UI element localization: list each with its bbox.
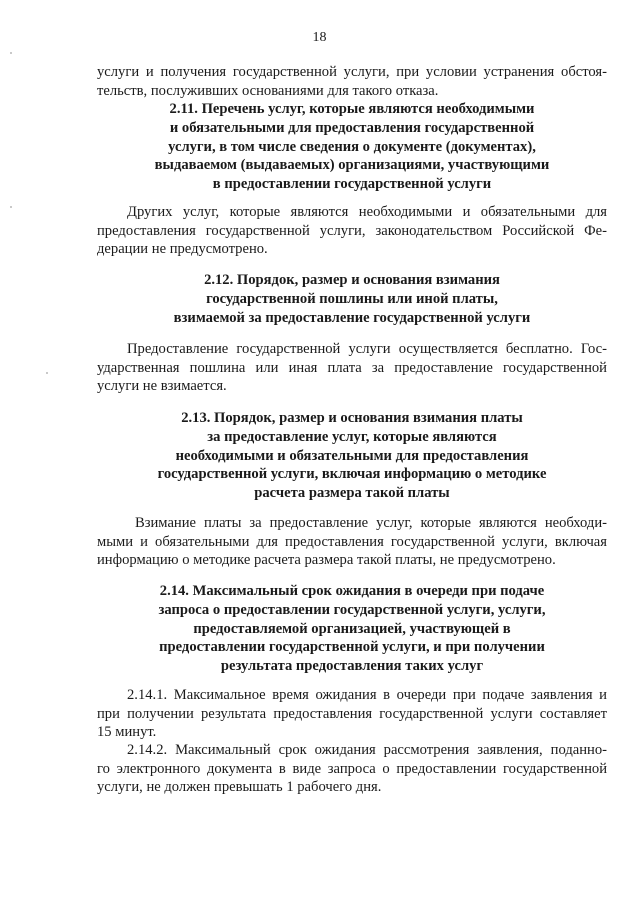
text-line: информацию о методике расчета размера такой платы, не предусмотрено. xyxy=(97,552,556,569)
text-line: го электронного документа в виде запроса о предоставлении государственной xyxy=(97,760,607,777)
heading-line: результата предоставления таких услуг xyxy=(220,658,484,675)
text-line: услуги, не должен превышать 1 рабочего дня. xyxy=(97,779,382,796)
section-body-2-12 xyxy=(97,340,607,396)
text-line: 2.14.1. Максимальное время ожидания в очереди при подаче заявления и xyxy=(127,687,607,703)
text-line: предоставления государственной услуги, законодательством Российской Фе- xyxy=(97,222,607,239)
text-line: мыми и обязательными для предоставления государственной услуги, включая xyxy=(97,533,607,550)
text-line: 2.14.2. Максимальный срок ожидания рассмотрения заявления, поданно- xyxy=(127,742,607,758)
text-line: ударственная пошлина или иная плата за предоставление государственной xyxy=(97,359,607,376)
text-line: Предоставление государственной услуги осуществляется бесплатно. Гос- xyxy=(127,341,607,357)
heading-line: предоставлении государственной услуги, и при получении xyxy=(159,639,545,656)
heading-line: государственной пошлины или иной платы, xyxy=(206,290,498,307)
section-paragraph-2-14-1 xyxy=(97,686,607,742)
page-number: 18 xyxy=(312,30,327,45)
heading-line: 2.13. Порядок, размер и основания взимания платы xyxy=(181,410,523,426)
section-heading-2-13 xyxy=(97,409,607,503)
heading-line: 2.11. Перечень услуг, которые являются необходимыми xyxy=(169,101,535,117)
intro-paragraph xyxy=(97,63,607,100)
scan-speck xyxy=(10,206,12,208)
heading-line: в предоставлении государственной услуги xyxy=(212,176,492,193)
heading-line: предоставляемой организацией, участвующей в xyxy=(193,620,511,637)
text-line: дерации не предусмотрено. xyxy=(97,241,268,258)
section-heading-2-12 xyxy=(97,271,607,327)
heading-line: услуги, в том числе сведения о документе (документах), xyxy=(168,138,536,155)
section-heading-2-14 xyxy=(97,582,607,676)
heading-line: запроса о предоставлении государственной услуги, услуги, xyxy=(158,601,546,618)
heading-line: 2.14. Максимальный срок ожидания в очереди при подаче xyxy=(159,583,545,599)
heading-line: расчета размера такой платы xyxy=(254,485,450,502)
text-line: 15 минут. xyxy=(97,724,157,741)
text-line: тельств, послуживших основаниями для такого отказа. xyxy=(97,82,439,99)
text-line: услуги и получения государственной услуги, при условии устранения обстоя- xyxy=(97,64,607,80)
heading-line: необходимыми и обязательными для предоставления xyxy=(175,447,529,464)
heading-line: 2.12. Порядок, размер и основания взимания xyxy=(204,272,500,288)
section-body-2-11 xyxy=(97,203,607,259)
section-heading-2-11 xyxy=(97,100,607,194)
scan-speck xyxy=(10,52,12,54)
text-line: услуги не взимается. xyxy=(97,378,227,395)
section-body-2-13 xyxy=(97,514,607,570)
heading-line: выдаваемом (выдаваемых) организациями, участвующими xyxy=(154,157,550,174)
heading-line: государственной услуги, включая информацию о методике xyxy=(157,466,547,483)
text-line: Других услуг, которые являются необходимыми и обязательными для xyxy=(127,204,607,220)
scan-speck xyxy=(46,372,48,374)
text-line: Взимание платы за предоставление услуг, которые являются необходи- xyxy=(135,515,607,531)
section-paragraph-2-14-2 xyxy=(97,741,607,797)
heading-line: взимаемой за предоставление государственной услуги xyxy=(173,309,531,326)
heading-line: за предоставление услуг, которые являются xyxy=(207,428,497,445)
text-line: при получении результата предоставления государственной услуги составляет xyxy=(97,705,607,722)
heading-line: и обязательными для предоставления государственной xyxy=(169,119,535,136)
